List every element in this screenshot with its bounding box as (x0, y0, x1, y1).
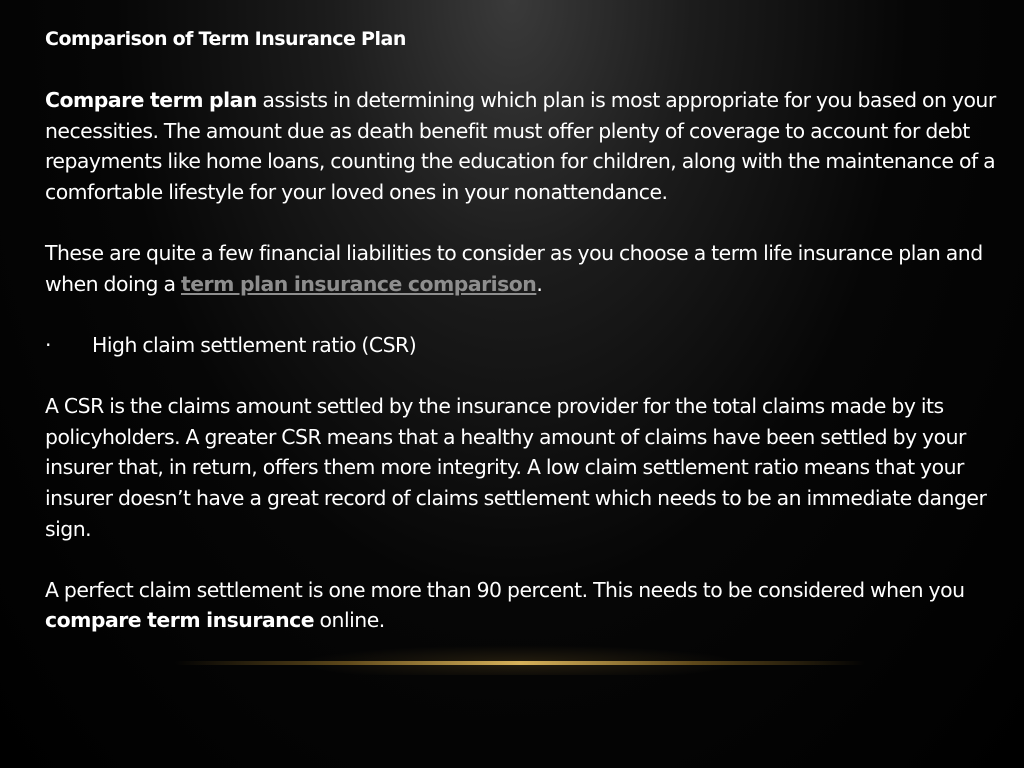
bullet-item (45, 330, 1000, 361)
accent-divider-line (175, 661, 865, 665)
spacer (45, 544, 1000, 575)
spacer (45, 361, 1000, 392)
liabilities-end: . (536, 271, 543, 296)
paragraph-liabilities (45, 238, 1000, 299)
paragraph-intro (45, 85, 1000, 207)
spacer (45, 299, 1000, 330)
slide-title: Comparison of Term Insurance Plan (45, 28, 406, 50)
paragraph-csr: A CSR is the claims amount settled by the insurance provider for the total claims made by its policyholders. A greater CSR means that a healthy amount of claims have been settled by your insurer that, in return, offers them more integrity. A low claim settlement ratio means that your insurer doesn’t have a great record of claims settlement which needs to be an immediate danger sign. (45, 394, 987, 541)
perfect-claim-text: A perfect claim settlement is one more than 90 percent. This needs to be considered when you (45, 577, 965, 602)
accent-glow (300, 645, 740, 675)
slide-content (45, 24, 1000, 636)
paragraph-perfect-claim (45, 575, 1000, 636)
spacer (45, 55, 1000, 86)
liabilities-text: These are quite a few financial liabilities to consider as you choose a term life insurance plan and when doing a (45, 241, 983, 296)
intro-text: assists in determining which plan is most appropriate for you based on your necessities. The amount due as death benefit must offer plenty of coverage to account for debt repayments like home loans, counting the education for children, along with the maintenance of a comfortable lifestyle for your loved ones in your nonattendance. (45, 88, 996, 204)
perfect-claim-end: online. (314, 608, 385, 633)
spacer (45, 208, 1000, 239)
bullet-dot-icon: · (45, 332, 51, 357)
intro-bold-lead: Compare term plan (45, 88, 257, 113)
term-plan-comparison-link[interactable]: term plan insurance comparison (180, 271, 537, 296)
compare-term-insurance-bold: compare term insurance (45, 608, 315, 633)
bullet-text: High claim settlement ratio (CSR) (92, 332, 417, 357)
